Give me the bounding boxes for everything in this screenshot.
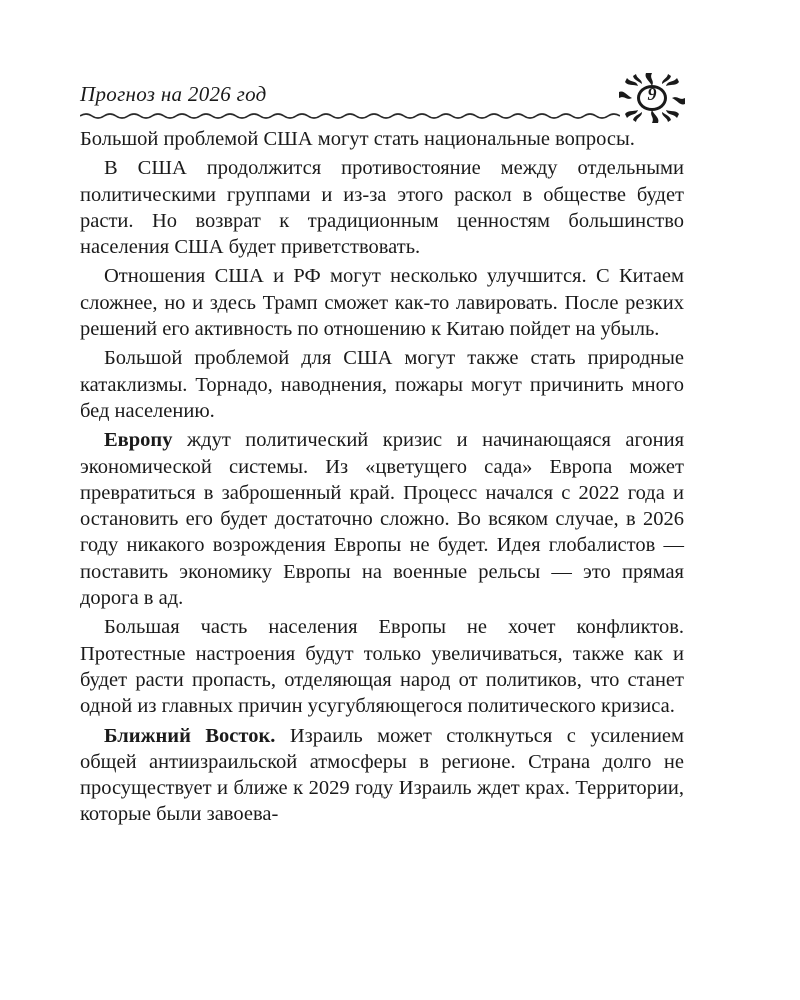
page-header — [80, 72, 684, 122]
paragraph — [80, 155, 684, 260]
page-number: 9 — [647, 84, 657, 104]
paragraph-text: Большая часть населения Европы не хочет конфликтов. Протестные настроения будут только увеличиваться, также как и будет расти пропасть, отделяющая народ от политиков, что станет одной из главных причин усугубляющегося политического кризиса. — [80, 616, 684, 718]
paragraph-text: ждут политический кризис и начинающаяся агония экономической системы. Из «цветущего сада» Европа может превратиться в заброшенный край. Процесс начался с 2022 года и остановить его будет достаточно сложно. Во всяком случае, в 2026 году никакого возрождения Европы не будет. Идея глобалистов — поставить экономику Европы на военные рельсы — это прямая дорога в ад. — [80, 429, 684, 610]
paragraph — [80, 126, 684, 152]
paragraph-lead: Европу — [104, 429, 173, 452]
paragraph-europe — [80, 427, 684, 611]
paragraph-lead: Ближний Восток. — [104, 724, 276, 747]
paragraph-text: Большой проблемой США могут стать национальные вопросы. — [80, 128, 635, 150]
paragraph-middle-east — [80, 723, 684, 828]
header-wavy-rule — [80, 112, 620, 120]
body-text — [80, 126, 684, 831]
paragraph-text: Израиль может столкнуться с усилением общей антиизраильской атмосферы в регионе. Страна долго не просуществует и ближе к 2029 году Израиль ждет крах. Территории, которые были завоева- — [80, 724, 684, 826]
running-title: Прогноз на 2026 год — [80, 82, 267, 106]
paragraph — [80, 345, 684, 424]
paragraph — [80, 263, 684, 342]
paragraph-text: Отношения США и РФ могут несколько улучшится. С Китаем сложнее, но и здесь Трамп сможет как-то лавировать. После резких решений его активность по отношению к Китаю пойдет на убыль. — [80, 265, 684, 341]
paragraph — [80, 614, 684, 719]
paragraph-text: Большой проблемой для США могут также стать природные катаклизмы. Торнадо, наводнения, пожары могут причинить много бед населению. — [80, 347, 684, 422]
paragraph-text: В США продолжится противостояние между отдельными политическими группами и из-за этого раскол в обществе будет расти. Но возврат к традиционным ценностям большинство населения США будет приветствовать. — [80, 157, 684, 259]
